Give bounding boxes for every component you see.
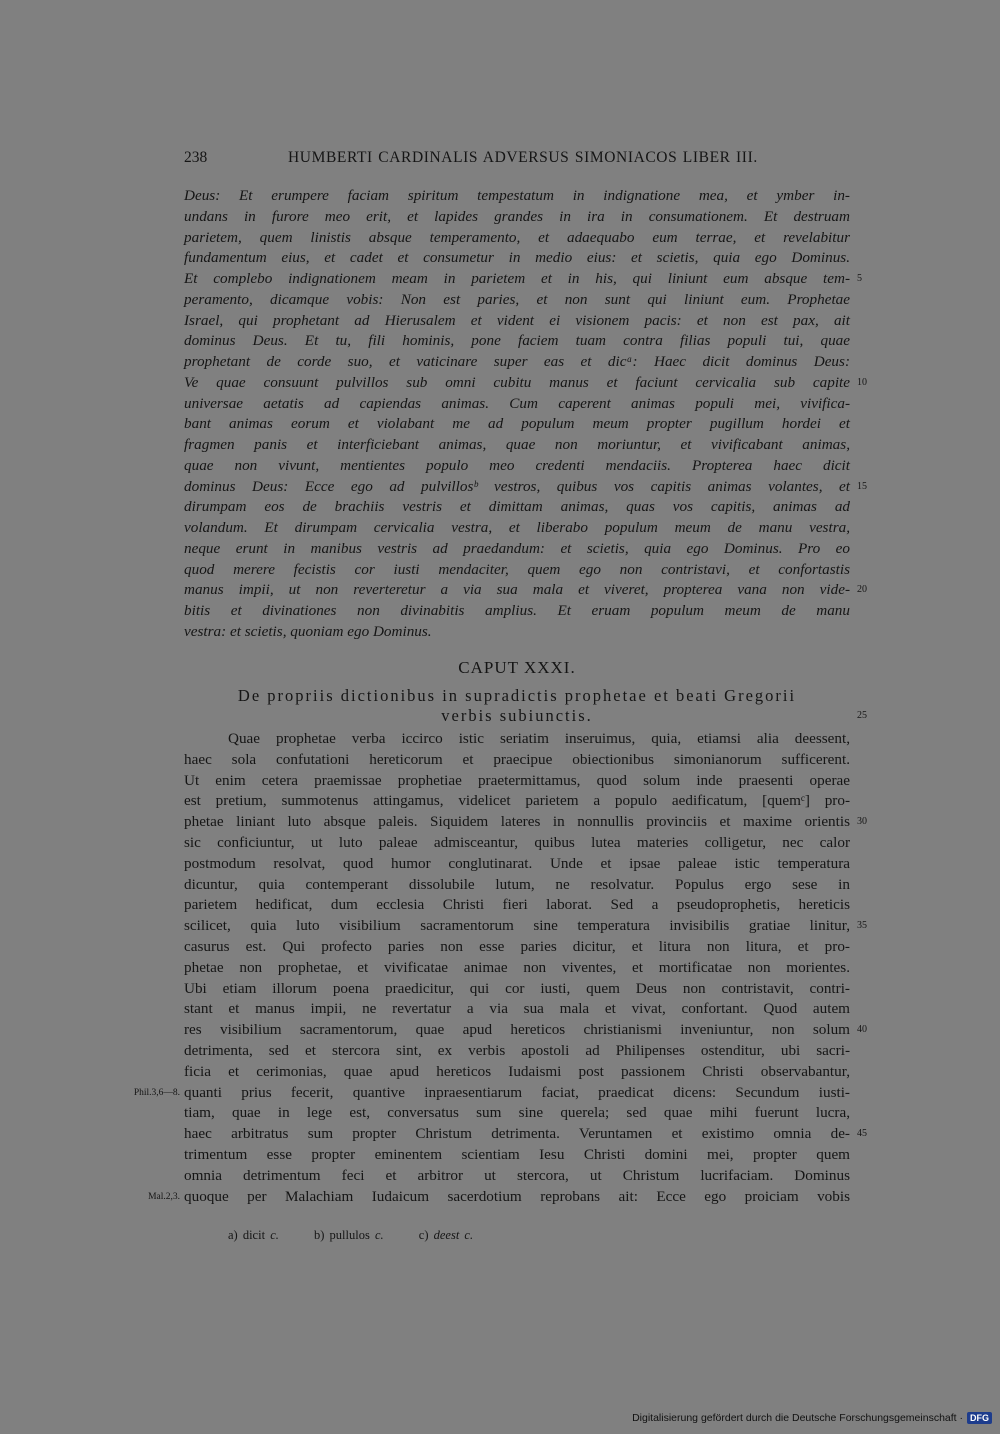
text-line: universae aetatis ad capiendas animas. Cum caperent animas populi mei, vivifica- [184, 394, 850, 412]
line-number: 25 [857, 710, 867, 721]
text-line: parietem hedificat, dum ecclesia Christi fieri laborat. Sed a pseudoprophetis, hereticis [184, 896, 850, 914]
text-line: est pretium, summotenus attingamus, videlicet parietem a populo aedificatum, [quemᶜ] pro- [184, 792, 850, 810]
text-line: fragmen panis et interficiebant animas, quae non moriuntur, et vivificabant animas, [184, 436, 850, 453]
text-line: trimentum esse propter eminentem scientiam Iesu Christi domini mei, propter quem [184, 1146, 850, 1163]
text-line: sic conficiuntur, ut luto paleae admisceantur, quibus lutea materies colligetur, nec calor [184, 834, 850, 851]
text-line: Deus: Et erumpere faciam spiritum tempestatum in indignatione mea, et ymber in- [184, 187, 850, 204]
text-line: dominus Deus: Ecce ego ad pulvillosᵇ vestros, quibus vos capitis animas volantes, et [184, 477, 850, 495]
text-line: prophetant de corde suo, et vaticinare super eas et dicᵃ: Haec dicit dominus Deus: [184, 353, 850, 370]
line-number: 15 [857, 480, 867, 492]
text-line: neque erunt in manibus vestris ad praedandum: et scietis, quia ego Dominus. Pro eo [184, 539, 850, 557]
footnote-c: c) deest c. [418, 1228, 474, 1242]
line-number: 20 [857, 584, 867, 596]
running-head [184, 149, 850, 171]
text-line: Et complebo indignationem meam in parietem et in his, qui liniunt eum absque tem- [184, 270, 850, 287]
text-line: Ve quae consuunt pulvillos sub omni cubitu manus et faciunt cervicalia sub capite [184, 373, 850, 391]
text-line: Israel, qui prophetant ad Hierusalem et vident ei visionem pacis: et non est pax, ait [184, 311, 850, 329]
text-line: undans in furore meo erit, et lapides grandes in ira in consumationem. Et destruam [184, 207, 850, 225]
running-title: HUMBERTI CARDINALIS ADVERSUS SIMONIACOS LIBER III. [288, 149, 758, 166]
line-number: 45 [857, 1128, 867, 1140]
line-number: 40 [857, 1024, 867, 1036]
text-line: bitis et divinationes non divinabitis amplius. Et eruam populum meum de manu [184, 602, 850, 619]
text-line: postmodum resolvat, quod humor conglutinarat. Unde et ipsae paleae istic temperatura [184, 854, 850, 872]
text-line: volandum. Et dirumpam cervicalia vestra, et liberabo populum meum de manu vestra, [184, 519, 850, 536]
footnote-b: b) pullulos c. [314, 1228, 384, 1242]
text-line: haec sola confutationi hereticorum et praecipue obiectionibus simonianorum sufficerent. [184, 750, 850, 768]
text-line: ficia et cerimonias, quae apud hereticos Iudaismi post passionem Christi observabantur, [184, 1062, 850, 1080]
line-number: 10 [857, 376, 867, 388]
text-line: vestra: et scietis, quoniam ego Dominus. [184, 622, 432, 640]
text-line: quae non vivunt, mentientes populo meo credenti mendaciis. Propterea haec dicit [184, 456, 850, 474]
text-line: detrimenta, sed et stercora sint, ex verbis apostoli ad Philipenses ostenditur, ubi sacri- [184, 1042, 850, 1059]
text-line: dirumpam eos de brachiis vestris et dimittam animas, quas vos capitis, animas ad [184, 498, 850, 516]
text-line: phetae liniant luto absque paleis. Siquidem lateres in nonnullis provinciis et maxime orientis [184, 813, 850, 831]
text-line: haec arbitratus sum propter Christum detrimenta. Veruntamen et existimo omnia de- [184, 1125, 850, 1143]
text-line: quoque per Malachiam Iudaicum sacerdotium reprobans ait: Ecce ego proiciam vobis [184, 1187, 850, 1205]
text-line: Ubi etiam illorum poena praedicitur, qui cor iusti, quem Deus non contristavit, contri- [184, 979, 850, 997]
margin-reference: Mal.2,3. [148, 1191, 180, 1202]
text-line: dominus Deus. Et tu, fili hominis, pone faciem tuam contra filias populi tui, quae [184, 332, 850, 350]
text-line: tiam, quae in lege est, conversatus sum sine querela; sed quae mihi fuerunt lucra, [184, 1104, 850, 1122]
text-line: res visibilium sacramentorum, quae apud hereticos christianismi inveniuntur, non solum [184, 1021, 850, 1039]
text-line: manus impii, ut non reverteretur a via sua mala et viveret, propterea vana non vide- [184, 581, 850, 599]
text-line: Ut enim cetera praemissae prophetiae praetermittamus, quod solum inde praesenti operae [184, 771, 850, 789]
text-line: scilicet, quia luto visibilium sacramentorum sine temperatura invisibilis gratiae linitur, [184, 917, 850, 935]
text-line: bant animas eorum et violabant me ad populum meum propter pugillum hordei et [184, 415, 850, 433]
chapter-subtitle-line-1: De propriis dictionibus in supradictis prophetae et beati Gregorii [237, 686, 797, 705]
dfg-logo: DFG [967, 1412, 992, 1424]
funding-credit-text: Digitalisierung gefördert durch die Deutsche Forschungsgemeinschaft · [632, 1412, 963, 1424]
text-line: fundamentum eius, et cadet et consumetur in medio eius: et scietis, quia ego Dominus. [184, 249, 850, 267]
text-line: parietem, quem linistis absque temperamento, et adaequabo eum terrae, et revelabitur [184, 228, 850, 246]
line-number: 5 [857, 273, 862, 284]
chapter-subtitle-line-2: verbis subiunctis. [441, 706, 593, 725]
text-line: quod merere fecistis cor iusti mendaciter, quem ego non contristavi, et confortastis [184, 560, 850, 578]
text-line: peramento, dicamque vobis: Non est paries, et non sunt qui liniunt eum. Prophetae [184, 290, 850, 308]
line-number: 30 [857, 816, 867, 828]
text-line: casurus est. Qui profecto paries non esse paries dicitur, et litura non litura, et pro- [184, 938, 850, 955]
text-line: Quae prophetae verba iccirco istic seriatim inseruimus, quia, etiamsi alia deessent, [228, 730, 850, 747]
footnote-a: a) dicit c. [228, 1228, 279, 1242]
page-number: 238 [184, 149, 208, 166]
text-line: stant et manus impii, ne revertatur a via sua mala et vivat, confortant. Quod autem [184, 1000, 850, 1018]
text-line: phetae non prophetae, et vivificatae animae non viventes, et mortificatae non morientes. [184, 958, 850, 976]
text-line: omnia detrimentum feci et arbitror ut stercora, ut Christum lucrifaciam. Dominus [184, 1166, 850, 1184]
text-line: dicuntur, quia contemperant dissolubile lutum, ne resolvatur. Populus ergo sese in [184, 875, 850, 893]
chapter-heading: CAPUT XXXI. [458, 658, 576, 677]
margin-reference: Phil.3,6—8. [133, 1087, 180, 1098]
footnotes [228, 1225, 503, 1245]
line-number: 35 [857, 920, 867, 932]
funding-credit [632, 1410, 992, 1426]
text-line: quanti prius fecerit, quantive inpraesentiarum faciat, praedicat dicens: Secundum iusti- [184, 1083, 850, 1101]
